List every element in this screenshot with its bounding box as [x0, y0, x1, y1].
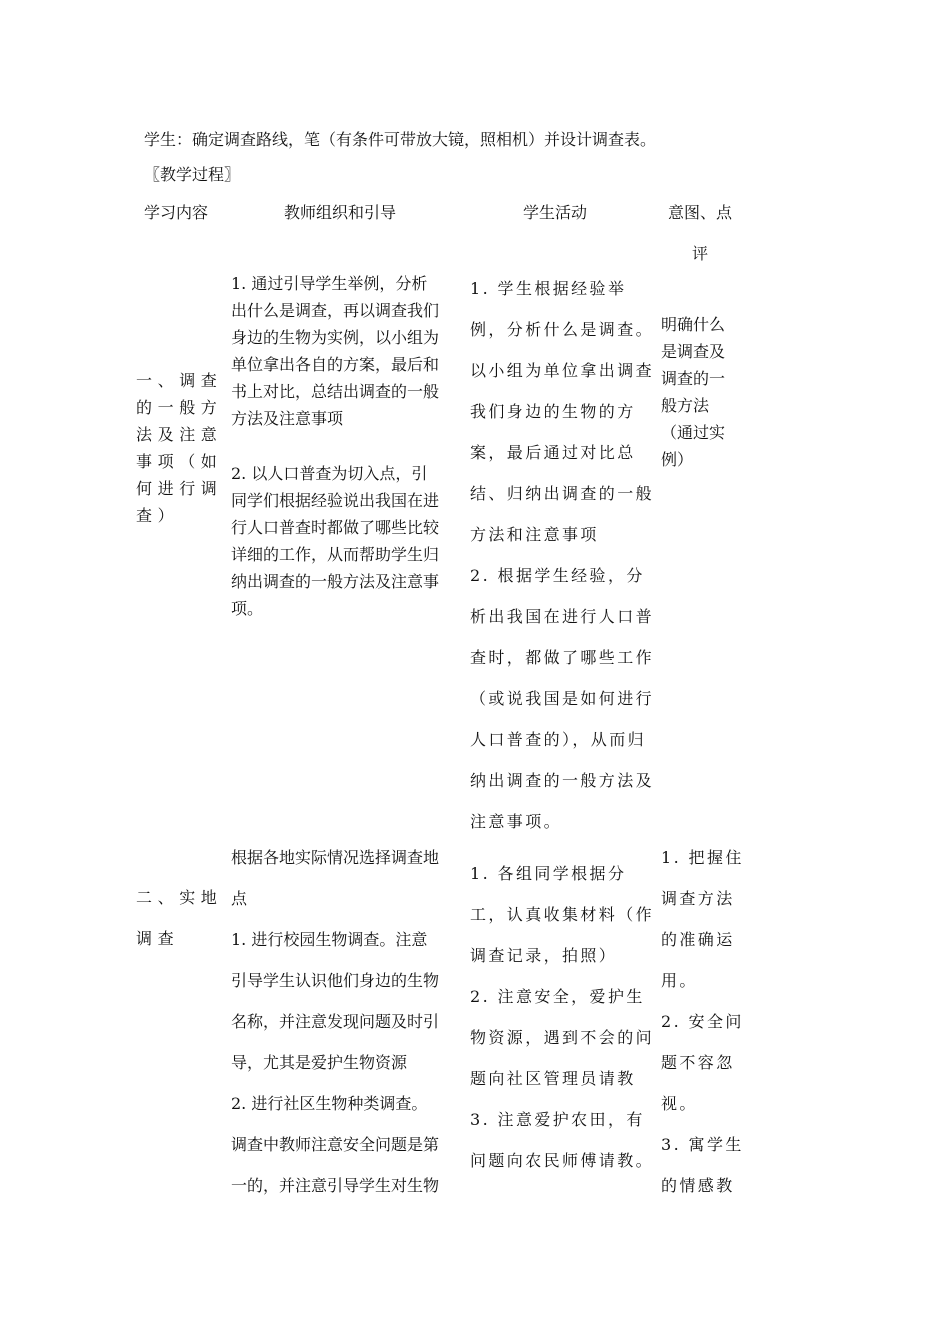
- row2-student-activity: 1. 各组同学根据分 工，认真收集材料（作 调查记录，拍照） 2. 注意安全，爱护生 物资源，遇到不会的问 题向社区管理员请教 3. 注意爱护农田，有 问题向农民师傅请教。: [470, 864, 655, 1170]
- intro-line: 学生：确定调查路线，笔（有条件可带放大镜，照相机）并设计调查表。: [144, 130, 657, 149]
- header-teacher-guidance: 教师组织和引导: [284, 203, 397, 222]
- row1-student-activity: 1. 学生根据经验举 例，分析什么是调查。 以小组为单位拿出调查 我们身边的生物的方 案，最后通过对比总 结、归纳出调查的一般 方法和注意事项 2. 根据学生经验，分 析出我国在进行人口普 查时，都做了哪些工作 （或说我国是如何进行 人口普查的），从而归 纳出调查的一般方法及 注意事项。: [470, 279, 655, 831]
- row2-intent: 1. 把握住 调查方法 的准确运 用。 2. 安全问 题不容忽 视。 3. 寓学生 的情感教: [661, 848, 744, 1195]
- header-learning-content: 学习内容: [144, 203, 209, 222]
- row1-learning-content: 一、调查 的一般方 法及注意 事项（如 何进行调 查）: [136, 371, 223, 525]
- row1-teacher-item2: 2. 以人口普查为切入点，引 同学们根据经验说出我国在进 行人口普查时都做了哪些比较 详细的工作，从而帮助学生归 纳出调查的一般方法及注意事 项。: [231, 464, 440, 618]
- row2-teacher-guidance: 根据各地实际情况选择调查地 点 1. 进行校园生物调查。注意 引导学生认识他们身边的生物 名称，并注意发现问题及时引 导，尤其是爱护生物资源 2. 进行社区生物种类调查。 调查中教师注意安全问题是第 一的，并注意引导学生对生物: [231, 848, 440, 1195]
- header-intent-comment: 意图、点: [668, 203, 733, 222]
- section-heading: 〖教学过程〗: [144, 165, 241, 184]
- row1-intent: 明确什么 是调查及 调查的一 般方法 （通过实 例）: [661, 315, 726, 469]
- header-student-activity: 学生活动: [523, 203, 588, 222]
- row1-teacher-item1: 1. 通过引导学生举例，分析 出什么是调查，再以调查我们 身边的生物为实例，以小组为 单位拿出各自的方案，最后和 书上对比，总结出调查的一般 方法及注意事项: [231, 274, 440, 428]
- row2-learning-content: 二、实地 调查: [136, 888, 223, 948]
- header-intent-comment-cont: 评: [692, 244, 709, 263]
